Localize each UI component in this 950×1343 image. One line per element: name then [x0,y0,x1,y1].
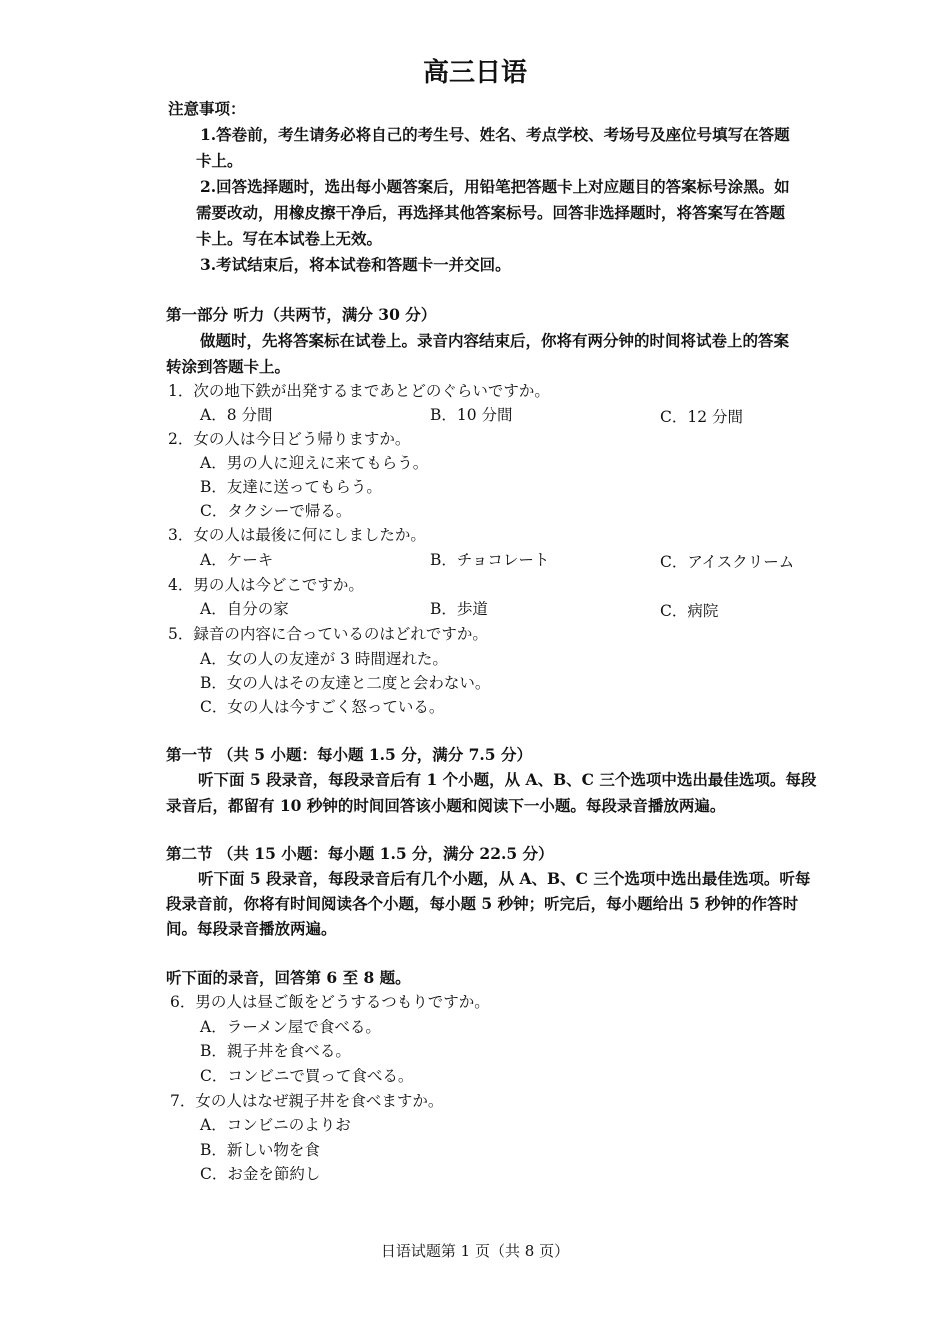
q6-stem: 6．男の人は昼ご飯をどうするつもりですか。 [170,993,490,1011]
notice-item-1-cont: 卡上。 [196,151,243,170]
notice-item-3: 3.考试结束后，将本试卷和答题卡一并交回。 [200,255,511,274]
listen-instruction: 听下面的录音，回答第 6 至 8 题。 [166,968,411,987]
q5-stem: 5．録音の内容に合っているのはどれですか。 [168,625,488,643]
q3-option-b: B．チョコレート [430,551,550,569]
section1-heading: 第一节 （共 5 小题：每小题 1.5 分，满分 7.5 分） [166,745,532,764]
q1-option-c: C．12 分間 [660,408,744,426]
section2-text-cont: 段录音前，你将有时间阅读各个小题，每小题 5 秒钟；听完后，每小题给出 5 秒钟的作答时 [166,894,799,913]
q1-stem: 1．次の地下鉄が出発するまであとどのぐらいですか。 [168,382,550,400]
q2-option-a: A．男の人に迎えに来てもらう。 [200,454,429,472]
q4-option-c: C．病院 [660,602,719,620]
notice-item-2-cont: 需要改动，用橡皮擦干净后，再选择其他答案标号。回答非选择题时，将答案写在答题 [196,203,786,222]
q3-option-c: C．アイスクリーム [660,553,795,571]
part1-intro-cont: 转涂到答题卡上。 [166,357,291,376]
section1-text-cont: 录音后，都留有 10 秒钟的时间回答该小题和阅读下一小题。每段录音播放两遍。 [166,796,726,815]
q6-option-c: C．コンビニで買って食べる。 [200,1067,414,1085]
section1-text: 听下面 5 段录音，每段录音后有 1 个小题，从 A、B、C 三个选项中选出最佳选项。每段 [198,770,817,789]
q6-option-b: B．親子丼を食べる。 [200,1042,351,1060]
q5-option-a: A．女の人の友達が 3 時間遅れた。 [200,650,448,668]
q4-stem: 4．男の人は今どこですか。 [168,576,364,594]
section2-text-cont2: 间。每段录音播放两遍。 [166,919,337,938]
section2-heading: 第二节 （共 15 小题：每小题 1.5 分，满分 22.5 分） [166,844,554,863]
q5-option-b: B．女の人はその友達と二度と会わない。 [200,674,491,692]
q1-option-b: B．10 分間 [430,406,513,424]
q3-option-a: A．ケーキ [200,551,274,569]
q2-option-b: B．友達に送ってもらう。 [200,478,382,496]
notice-item-2: 2.回答选择题时，选出每小题答案后，用铅笔把答题卡上对应题目的答案标号涂黑。如 [200,177,790,196]
section2-text: 听下面 5 段录音，每段录音后有几个小题，从 A、B、C 三个选项中选出最佳选项。听每 [198,869,811,888]
part1-intro: 做题时，先将答案标在试卷上。录音内容结束后，你将有两分钟的时间将试卷上的答案 [200,331,790,350]
q2-stem: 2．女の人は今日どう帰りますか。 [168,430,411,448]
q4-option-a: A．自分の家 [200,600,289,618]
page-title: 高三日语 [422,58,527,88]
q1-option-a: A．8 分間 [200,406,273,424]
q4-option-b: B．歩道 [430,600,488,618]
q3-stem: 3．女の人は最後に何にしましたか。 [168,526,426,544]
q7-option-b: B．新しい物を食 [200,1141,320,1159]
notice-heading: 注意事项： [168,99,246,118]
q6-option-a: A．ラーメン屋で食べる。 [200,1018,381,1036]
q2-option-c: C．タクシーで帰る。 [200,502,352,520]
notice-item-2-cont2: 卡上。写在本试卷上无效。 [196,229,383,248]
q5-option-c: C．女の人は今すごく怒っている。 [200,698,445,716]
part1-heading: 第一部分 听力（共两节，满分 30 分） [166,305,437,324]
q7-option-a: A．コンビニのよりお [200,1116,351,1134]
q7-option-c: C．お金を節約し [200,1165,321,1183]
q7-stem: 7．女の人はなぜ親子丼を食べますか。 [170,1092,444,1110]
page-footer: 日语试题第 1 页（共 8 页） [380,1242,570,1260]
notice-item-1: 1.答卷前，考生请务必将自己的考生号、姓名、考点学校、考场号及座位号填写在答题 [200,125,790,144]
